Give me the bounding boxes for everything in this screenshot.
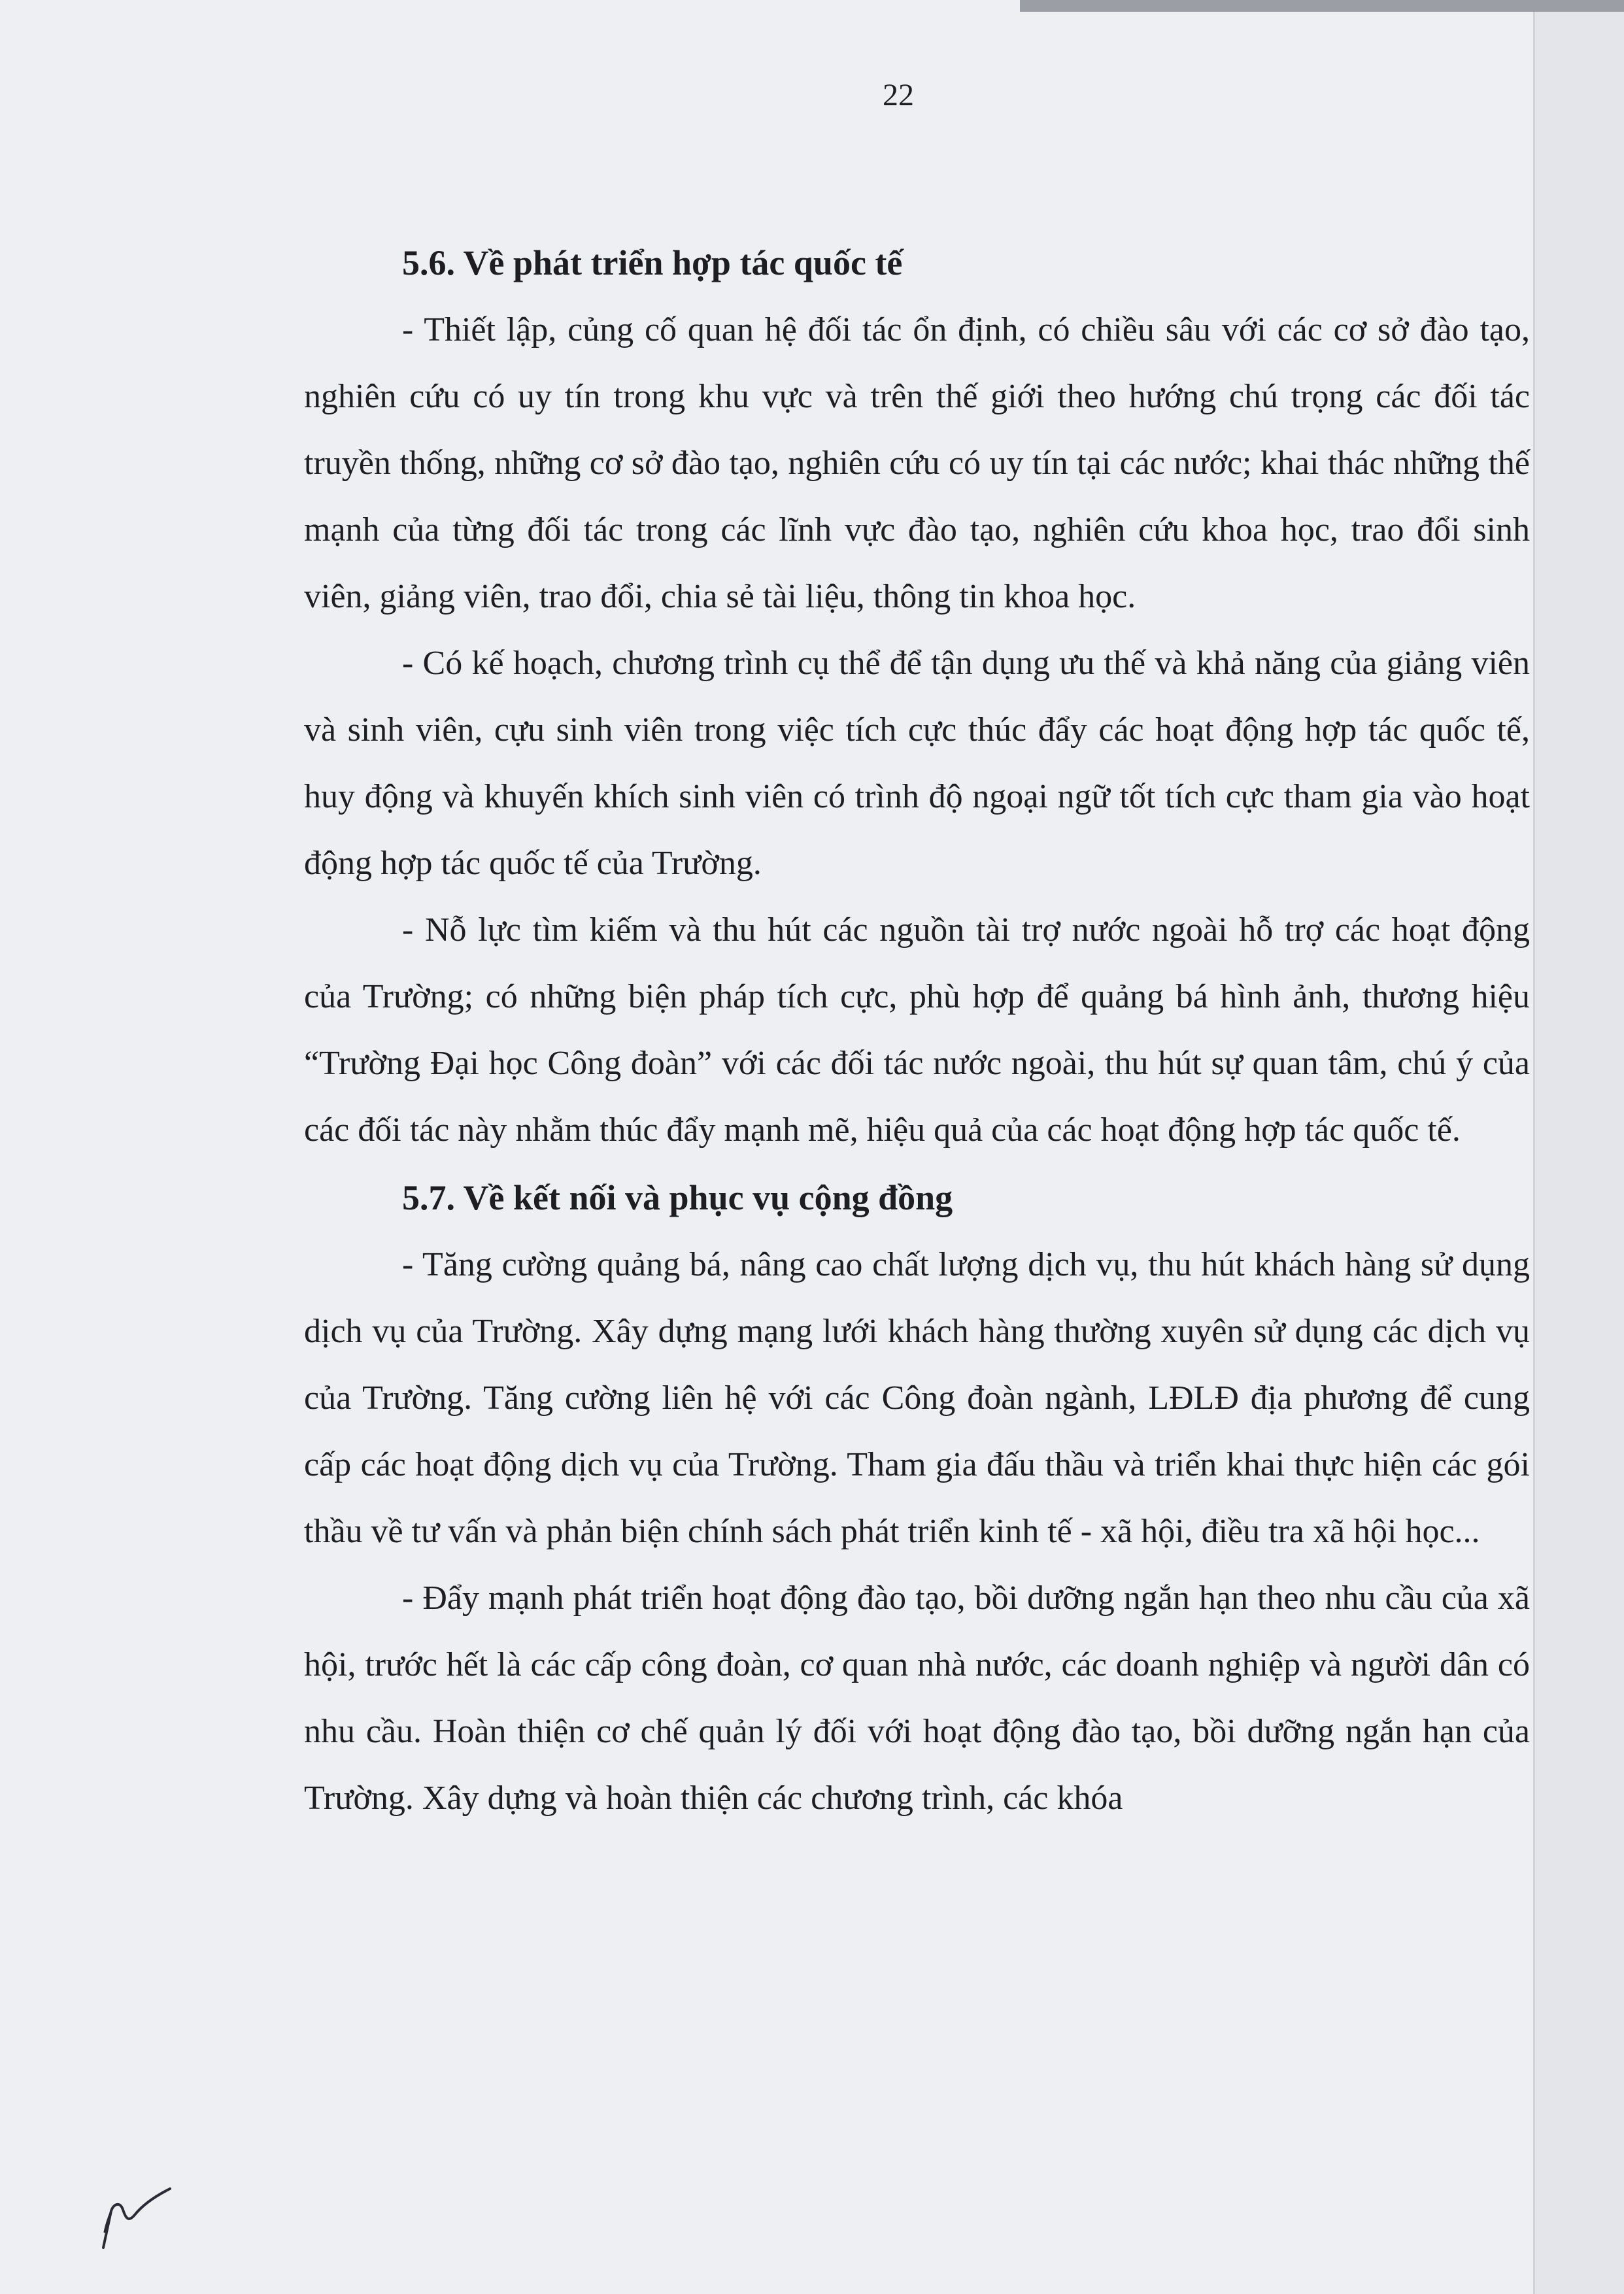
scan-margin	[1533, 12, 1624, 2294]
handwritten-initial-icon	[92, 2177, 183, 2255]
scan-edge	[1020, 0, 1624, 12]
paragraph: - Thiết lập, củng cố quan hệ đối tác ổn định, có chiều sâu với các cơ sở đào tạo, nghiên cứu có uy tín trong khu vực và trên thế giới theo hướng chú trọng các đối tác truyền thống, những cơ sở đào tạo, nghiên cứu có uy tín tại các nước; khai thác những thế mạnh của từng đối tác trong các lĩnh vực đào tạo, nghiên cứu khoa học, trao đổi sinh viên, giảng viên, trao đổi, chia sẻ tài liệu, thông tin khoa học.	[304, 311, 1530, 615]
text-block	[304, 229, 1530, 1832]
paragraph: - Có kế hoạch, chương trình cụ thể để tận dụng ưu thế và khả năng của giảng viên và sinh viên, cựu sinh viên trong việc tích cực thúc đẩy các hoạt động hợp tác quốc tế, huy động và khuyến khích sinh viên có trình độ ngoại ngữ tốt tích cực tham gia vào hoạt động hợp tác quốc tế của Trường.	[304, 645, 1530, 882]
paragraph: - Nỗ lực tìm kiếm và thu hút các nguồn tài trợ nước ngoài hỗ trợ các hoạt động của Trường; có những biện pháp tích cực, phù hợp để quảng bá hình ảnh, thương hiệu “Trường Đại học Công đoàn” với các đối tác nước ngoài, thu hút sự quan tâm, chú ý của các đối tác này nhằm thúc đẩy mạnh mẽ, hiệu quả của các hoạt động hợp tác quốc tế.	[304, 911, 1530, 1149]
section-heading: 5.7. Về kết nối và phục vụ cộng đồng	[402, 1178, 953, 1217]
paragraph: - Đẩy mạnh phát triển hoạt động đào tạo, bồi dưỡng ngắn hạn theo nhu cầu của xã hội, trước hết là các cấp công đoàn, cơ quan nhà nước, các doanh nghiệp và người dân có nhu cầu. Hoàn thiện cơ chế quản lý đối với hoạt động đào tạo, bồi dưỡng ngắn hạn của Trường. Xây dựng và hoàn thiện các chương trình, các khóa	[304, 1579, 1530, 1817]
section-heading: 5.6. Về phát triển hợp tác quốc tế	[402, 243, 903, 282]
page-number: 22	[883, 78, 914, 112]
paragraph: - Tăng cường quảng bá, nâng cao chất lượng dịch vụ, thu hút khách hàng sử dụng dịch vụ của Trường. Xây dựng mạng lưới khách hàng thường xuyên sử dụng các dịch vụ của Trường. Tăng cường liên hệ với các Công đoàn ngành, LĐLĐ địa phương để cung cấp các hoạt động dịch vụ của Trường. Tham gia đấu thầu và triển khai thực hiện các gói thầu về tư vấn và phản biện chính sách phát triển kinh tế - xã hội, điều tra xã hội học...	[304, 1246, 1530, 1550]
